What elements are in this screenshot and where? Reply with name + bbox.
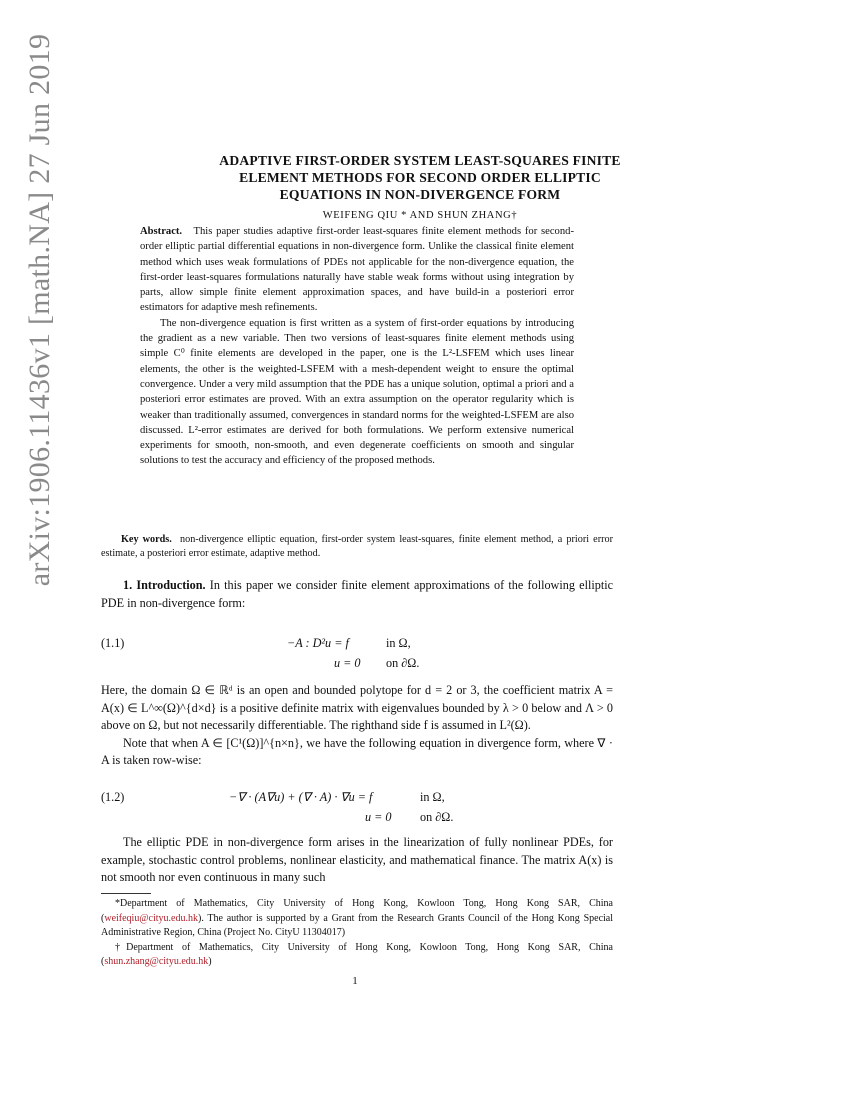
footnote-1-text: *Department of Mathematics, City University of Hong Kong, Kowloon Tong, Hong Kong SAR, China ( <box>101 898 613 924</box>
title-line-3: EQUATIONS IN NON-DIVERGENCE FORM <box>279 187 561 202</box>
intro-paragraph-4 <box>101 834 613 887</box>
equation-line-lhs: −A : D²u = f <box>287 636 349 650</box>
intro-p2-text: Here, the domain Ω ∈ ℝᵈ is an open and bounded polytope for d = 2 or 3, the coefficient matrix A = A(x) ∈ L^∞(Ω)^{d×d} is a positive definite matrix with eigenvalues bounded by λ > 0 below and Λ > 0 above on Ω, but not necessarily differentiable. The righthand side f is assumed in L²(Ω). <box>101 683 613 733</box>
equation-number: (1.1) <box>101 636 125 650</box>
abstract <box>140 224 574 469</box>
footnote-2-rest: ) <box>208 956 212 968</box>
paper-title <box>110 152 730 203</box>
footnote-divider <box>101 893 151 894</box>
title-line-2: ELEMENT METHODS FOR SECOND ORDER ELLIPTIC <box>239 170 601 185</box>
intro-paragraph-2 <box>101 682 613 770</box>
title-line-1: ADAPTIVE FIRST-ORDER SYSTEM LEAST-SQUARES FINITE <box>219 153 621 168</box>
email-link[interactable]: shun.zhang@cityu.edu.hk <box>104 956 209 968</box>
footnotes <box>101 897 613 970</box>
keywords <box>101 533 613 561</box>
keywords-text: non-divergence elliptic equation, first-order system least-squares, finite element method, a priori error estimate, a posteriori error estimate, adaptive method. <box>101 534 613 559</box>
author-list: WEIFENG QIU * AND SHUN ZHANG† <box>322 210 518 221</box>
equation-line-lhs: u = 0 <box>365 810 392 824</box>
intro-paragraph-1 <box>101 577 613 612</box>
abstract-label: Abstract. <box>140 226 183 237</box>
footnote-1 <box>101 897 613 941</box>
footnote-2-text: †Department of Mathematics, City University of Hong Kong, Kowloon Tong, Hong Kong SAR, China ( <box>101 941 613 968</box>
footnote-1-rest: ). The author is supported by a Grant from the Research Grants Council of the Hong Kong Special Administrative Region, China (Project No. CityU 11304017) <box>101 912 613 939</box>
intro-p3-text: Note that when A ∈ [C¹(Ω)]^{n×n}, we have the following equation in divergence form, where ∇ · A is taken row-wise: <box>101 735 613 768</box>
intro-p1-text: In this paper we consider finite element approximations of the following elliptic PDE in non-divergence form: <box>101 578 613 610</box>
equation-line-rhs: in Ω, <box>420 790 445 804</box>
page-number: 1 <box>352 975 358 987</box>
keywords-label: Key words. <box>121 534 172 545</box>
equation-line-rhs: in Ω, <box>386 636 411 650</box>
abstract-paragraph-2: The non-divergence equation is first written as a system of first-order equations by introducing the gradient as a new variable. Then two versions of least-squares finite element methods using simple C⁰ finite elements are developed in the paper, one is the L²-LSFEM which uses linear elements, the other is the weighted-LSFEM with a mesh-dependent weight to ensure the optimal convergence. Under a very mild assumption that the PDE has a unique solution, optimal a priori and a posteriori error estimates are proved. With an extra assumption on the operator regularity which is weaker than traditionally assumed, convergences in standard norms for the weighted-LSFEM are also discussed. L²-error estimates are derived for both formulations. We perform extensive numerical experiments for smooth, non-smooth, and even degenerate coefficients on smooth and singular solutions to test the accuracy and efficiency of the proposed methods. <box>140 317 574 467</box>
footnote-2 <box>101 941 613 970</box>
equation-number: (1.2) <box>101 790 125 804</box>
equation-line-rhs: on ∂Ω. <box>420 810 454 824</box>
abstract-paragraph-1 <box>140 224 574 316</box>
email-link[interactable]: weifeqiu@cityu.edu.hk <box>104 912 198 924</box>
equation-line-lhs: u = 0 <box>334 656 361 670</box>
abstract-p1-text: This paper studies adaptive first-order least-squares finite element methods for second-order elliptic partial differential equations in non-divergence form. Unlike the classical finite element method which uses weak formulations of PDEs not applicable for the non-divergence equation, the first-order least-squares formulations naturally have stable weak forms without using integration by parts, allow simple finite element approximation spaces, and have build-in a posteriori error estimators for adaptive mesh refinements. <box>140 226 574 314</box>
section-heading: 1. Introduction. <box>123 578 206 592</box>
arxiv-stamp-text: arXiv:1906.11436v1 [math.NA] 27 Jun 2019 <box>23 33 56 587</box>
equation-line-rhs: on ∂Ω. <box>386 656 420 670</box>
equation-line-lhs: −∇ · (A∇u) + (∇ · A) · ∇u = f <box>229 790 373 804</box>
intro-p4-text: The elliptic PDE in non-divergence form arises in the linearization of fully nonlinear PDEs, for example, stochastic control problems, nonlinear elasticity, and mathematical finance. The matrix A(x) is not smooth nor even continuous in many such <box>101 835 613 885</box>
